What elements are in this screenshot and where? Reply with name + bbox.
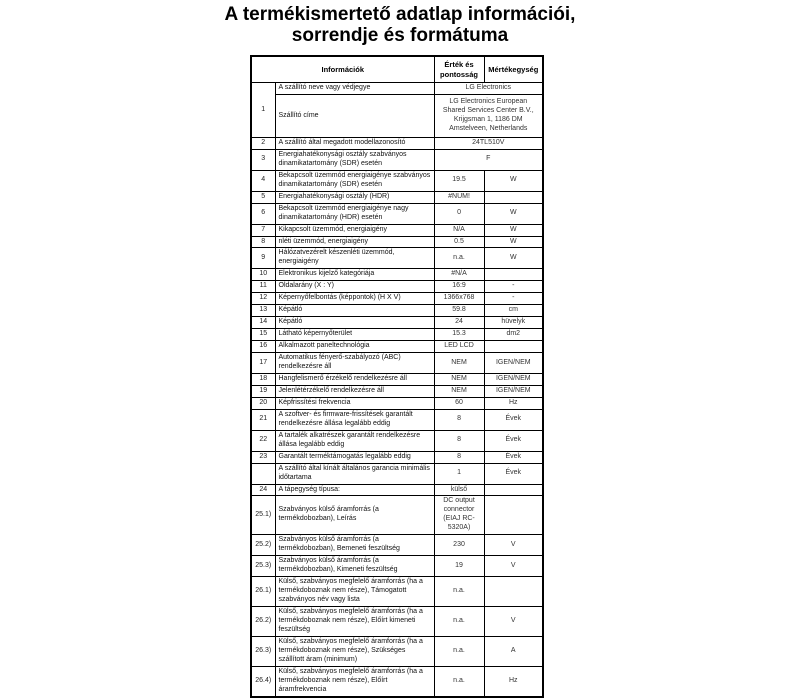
row-number: 9 [251,248,275,269]
value-cell: 24 [434,317,484,329]
page-title-line1: A termékismertető adatlap információi, [224,4,576,25]
value-cell: 1366x768 [434,293,484,305]
row-number: 26.4) [251,666,275,696]
info-cell: Oldalarány (X : Y) [275,281,434,293]
unit-cell: - [484,293,543,305]
info-cell: Képernyőfelbontás (képpontok) (H X V) [275,293,434,305]
table-row [251,170,543,191]
info-cell: Bekapcsolt üzemmód energiaigénye szabványos dinamikatartomány (SDR) esetén [275,170,434,191]
row-number: 10 [251,269,275,281]
table-row [251,83,543,95]
table-row [251,409,543,430]
header-value: Érték és pontosság [434,56,484,83]
value-cell: külső [434,484,484,496]
table-row [251,353,543,374]
unit-cell: - [484,281,543,293]
table-row [251,191,543,203]
info-cell: Szállító címe [275,95,434,138]
unit-cell: A [484,636,543,666]
row-number: 13 [251,305,275,317]
datasheet-table [250,55,544,698]
table-row [251,281,543,293]
value-cell: 1 [434,463,484,484]
info-cell: Külső, szabványos megfelelő áramforrás (ha a termékdoboznak nem része), Előírt áramfrekvencia [275,666,434,696]
table-row [251,484,543,496]
row-number: 16 [251,341,275,353]
value-cell: n.a. [434,606,484,636]
info-cell: Hálózatvezérelt készenléti üzemmód, energiaigény [275,248,434,269]
value-cell: n.a. [434,248,484,269]
table-row [251,149,543,170]
unit-cell: IGEN/NEM [484,353,543,374]
row-number: 12 [251,293,275,305]
table-row [251,341,543,353]
unit-cell [484,191,543,203]
unit-cell: hüvelyk [484,317,543,329]
row-number [251,463,275,484]
value-cell: 19 [434,556,484,577]
row-number: 25.3) [251,556,275,577]
unit-cell: cm [484,305,543,317]
row-number: 17 [251,353,275,374]
unit-cell: Évek [484,430,543,451]
row-number: 6 [251,203,275,224]
table-row [251,451,543,463]
table-row [251,95,543,138]
row-number: 15 [251,329,275,341]
info-cell: Alkalmazott paneltechnológia [275,341,434,353]
info-cell: Külső, szabványos megfelelő áramforrás (ha a termékdoboznak nem része), Támogatott szabványos név vagy lista [275,577,434,607]
unit-cell: Hz [484,397,543,409]
row-number: 11 [251,281,275,293]
table-row [251,329,543,341]
info-cell: A szoftver- és firmware-frissítések garantált rendelkezésre állása legalább eddig [275,409,434,430]
row-number: 25.2) [251,535,275,556]
unit-cell: W [484,224,543,236]
value-cell: 15.3 [434,329,484,341]
unit-cell: Évek [484,451,543,463]
row-number: 7 [251,224,275,236]
info-cell: Energiahatékonysági osztály szabványos dinamikatartomány (SDR) esetén [275,149,434,170]
datasheet [250,55,544,698]
table-row [251,269,543,281]
row-number: 21 [251,409,275,430]
row-number: 24 [251,484,275,496]
row-number: 26.1) [251,577,275,607]
value-cell: 0 [434,203,484,224]
info-cell: Automatikus fényerő-szabályozó (ABC) rendelkezésre áll [275,353,434,374]
unit-cell: Évek [484,463,543,484]
value-cell: 59.8 [434,305,484,317]
header-info: Információk [251,56,434,83]
value-cell: DC output connector (EIAJ RC-5320A) [434,496,484,535]
info-cell: Külső, szabványos megfelelő áramforrás (ha a termékdoboznak nem része), Szükséges szállított áram (minimum) [275,636,434,666]
value-cell: NEM [434,385,484,397]
value-cell: N/A [434,224,484,236]
unit-cell [484,484,543,496]
row-number: 1 [251,83,275,138]
table-row [251,397,543,409]
unit-cell [484,496,543,535]
unit-cell [484,269,543,281]
info-cell: A szállító által megadott modellazonosító [275,137,434,149]
table-row [251,305,543,317]
value-cell: #NUM! [434,191,484,203]
info-cell: A szállító neve vagy védjegye [275,83,434,95]
unit-cell: V [484,606,543,636]
value-cell: 19.5 [434,170,484,191]
table-row [251,535,543,556]
info-cell: A tartalék alkatrészek garantált rendelkezésre állása legalább eddig [275,430,434,451]
value-cell: 230 [434,535,484,556]
value-cell: n.a. [434,666,484,696]
table-row [251,666,543,696]
table-row [251,203,543,224]
header-row [251,56,543,83]
table-row [251,496,543,535]
value-cell: 60 [434,397,484,409]
value-cell: #N/A [434,269,484,281]
table-row [251,137,543,149]
info-cell: Garantált terméktámogatás legalább eddig [275,451,434,463]
info-cell: Képátló [275,305,434,317]
row-number: 19 [251,385,275,397]
unit-cell: IGEN/NEM [484,373,543,385]
row-number: 4 [251,170,275,191]
unit-cell: Hz [484,666,543,696]
value-cell: LG Electronics [434,83,543,95]
info-cell: Szabványos külső áramforrás (a termékdobozban), Kimeneti feszültség [275,556,434,577]
value-cell: n.a. [434,577,484,607]
info-cell: Képátló [275,317,434,329]
info-cell: nléti üzemmód, energiaigény [275,236,434,248]
row-number: 2 [251,137,275,149]
table-row [251,317,543,329]
value-cell: LG Electronics European Shared Services Center B.V., Krijgsman 1, 1186 DM Amstelveen, Netherlands [434,95,543,138]
row-number: 18 [251,373,275,385]
info-cell: A tápegység típusa: [275,484,434,496]
value-cell: NEM [434,373,484,385]
info-cell: Jelenlétérzékelő rendelkezésre áll [275,385,434,397]
row-number: 5 [251,191,275,203]
row-number: 22 [251,430,275,451]
info-cell: Kikapcsolt üzemmód, energiaigény [275,224,434,236]
value-cell: 24TL510V [434,137,543,149]
unit-cell [484,577,543,607]
table-row [251,556,543,577]
row-number: 23 [251,451,275,463]
page-title-line2: sorrendje és formátuma [291,25,509,47]
unit-cell: dm2 [484,329,543,341]
info-cell: Hangfelismerő érzékelő rendelkezésre áll [275,373,434,385]
header-unit: Mértékegység [484,56,543,83]
value-cell: n.a. [434,636,484,666]
table-row [251,636,543,666]
table-row [251,430,543,451]
info-cell: Energiahatékonysági osztály (HDR) [275,191,434,203]
unit-cell [484,341,543,353]
row-number: 3 [251,149,275,170]
value-cell: 8 [434,409,484,430]
info-cell: Elektronikus kijelző kategóriája [275,269,434,281]
row-number: 26.2) [251,606,275,636]
value-cell: 16:9 [434,281,484,293]
unit-cell: W [484,203,543,224]
table-row [251,385,543,397]
row-number: 20 [251,397,275,409]
row-number: 8 [251,236,275,248]
row-number: 14 [251,317,275,329]
table-row [251,224,543,236]
unit-cell: Évek [484,409,543,430]
row-number: 25.1) [251,496,275,535]
info-cell: Képfrissítési frekvencia [275,397,434,409]
info-cell: A szállító által kínált általános garancia minimális időtartama [275,463,434,484]
info-cell: Külső, szabványos megfelelő áramforrás (ha a termékdoboznak nem része), Előírt kimeneti feszültség [275,606,434,636]
value-cell: 8 [434,451,484,463]
unit-cell: W [484,170,543,191]
value-cell: 8 [434,430,484,451]
info-cell: Szabványos külső áramforrás (a termékdobozban), Bemeneti feszültség [275,535,434,556]
value-cell: NEM [434,353,484,374]
info-cell: Bekapcsolt üzemmód energiaigénye nagy dinamikatartomány (HDR) esetén [275,203,434,224]
table-row [251,248,543,269]
table-row [251,373,543,385]
table-row [251,606,543,636]
unit-cell: W [484,248,543,269]
unit-cell: V [484,535,543,556]
value-cell: 0.5 [434,236,484,248]
table-row [251,293,543,305]
value-cell: LED LCD [434,341,484,353]
table-row [251,463,543,484]
table-row [251,236,543,248]
info-cell: Látható képernyőterület [275,329,434,341]
table-row [251,577,543,607]
unit-cell: W [484,236,543,248]
unit-cell: V [484,556,543,577]
info-cell: Szabványos külső áramforrás (a termékdobozban), Leírás [275,496,434,535]
page-title [0,4,800,47]
value-cell: F [434,149,543,170]
unit-cell: IGEN/NEM [484,385,543,397]
row-number: 26.3) [251,636,275,666]
